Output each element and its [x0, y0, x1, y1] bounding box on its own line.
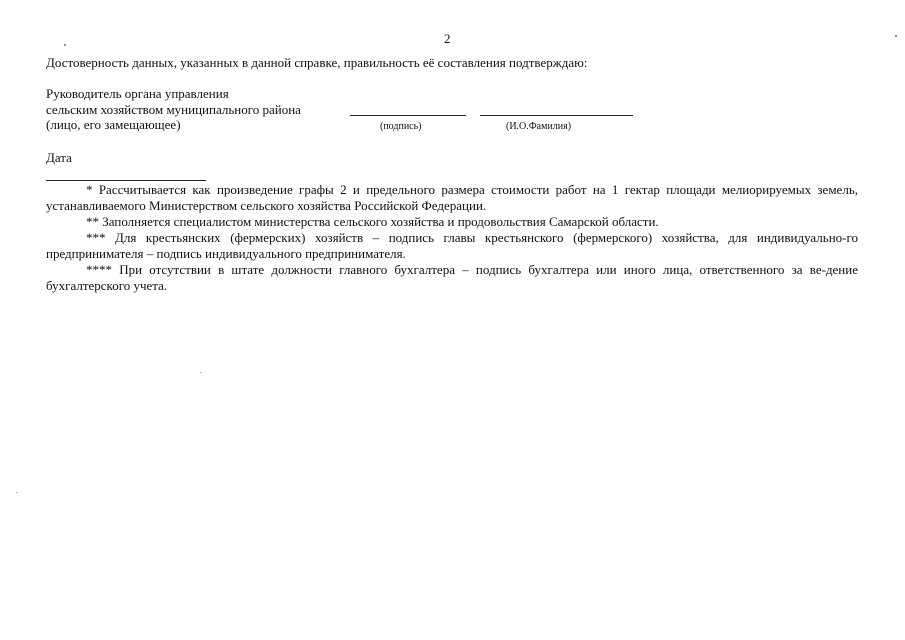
name-line — [480, 115, 633, 116]
footnote-4: **** При отсутствии в штате должности главного бухгалтера – подпись бухгалтера или иного лица, ответственного за ве-дение бухгалтерского учета. — [46, 262, 858, 293]
signature-caption: (подпись) — [380, 121, 422, 132]
confirmation-text: Достоверность данных, указанных в данной справке, правильность её составления подтверждаю: — [46, 55, 588, 70]
signatory-line-3: (лицо, его замещающее) — [46, 117, 181, 132]
footnote-separator — [46, 180, 206, 181]
scan-speck — [895, 35, 897, 37]
page-number: 2 — [444, 31, 451, 46]
date-label: Дата — [46, 150, 72, 165]
footnotes — [46, 182, 858, 294]
scan-speck — [64, 44, 66, 46]
signatory-line-2: сельским хозяйством муниципального района — [46, 101, 301, 117]
signature-line — [350, 115, 466, 116]
footnote-3: *** Для крестьянских (фермерских) хозяйств – подпись главы крестьянского (фермерского) хозяйства, для индивидуально-го предпринимателя – подпись индивидуального предпринимателя. — [46, 230, 858, 261]
scan-speck — [200, 372, 201, 373]
name-caption: (И.О.Фамилия) — [506, 121, 572, 132]
scan-speck — [16, 492, 17, 493]
footnote-1: * Рассчитывается как произведение графы 2 и предельного размера стоимости работ на 1 гектар площади мелиорируемых земель, устанавливаемого Министерством сельского хозяйства Российской Федерации. — [46, 182, 858, 213]
signatory-line-1: Руководитель органа управления — [46, 86, 229, 101]
signatory-block — [46, 86, 301, 133]
footnote-2: ** Заполняется специалистом министерства сельского хозяйства и продовольствия Самарской области. — [86, 214, 659, 229]
